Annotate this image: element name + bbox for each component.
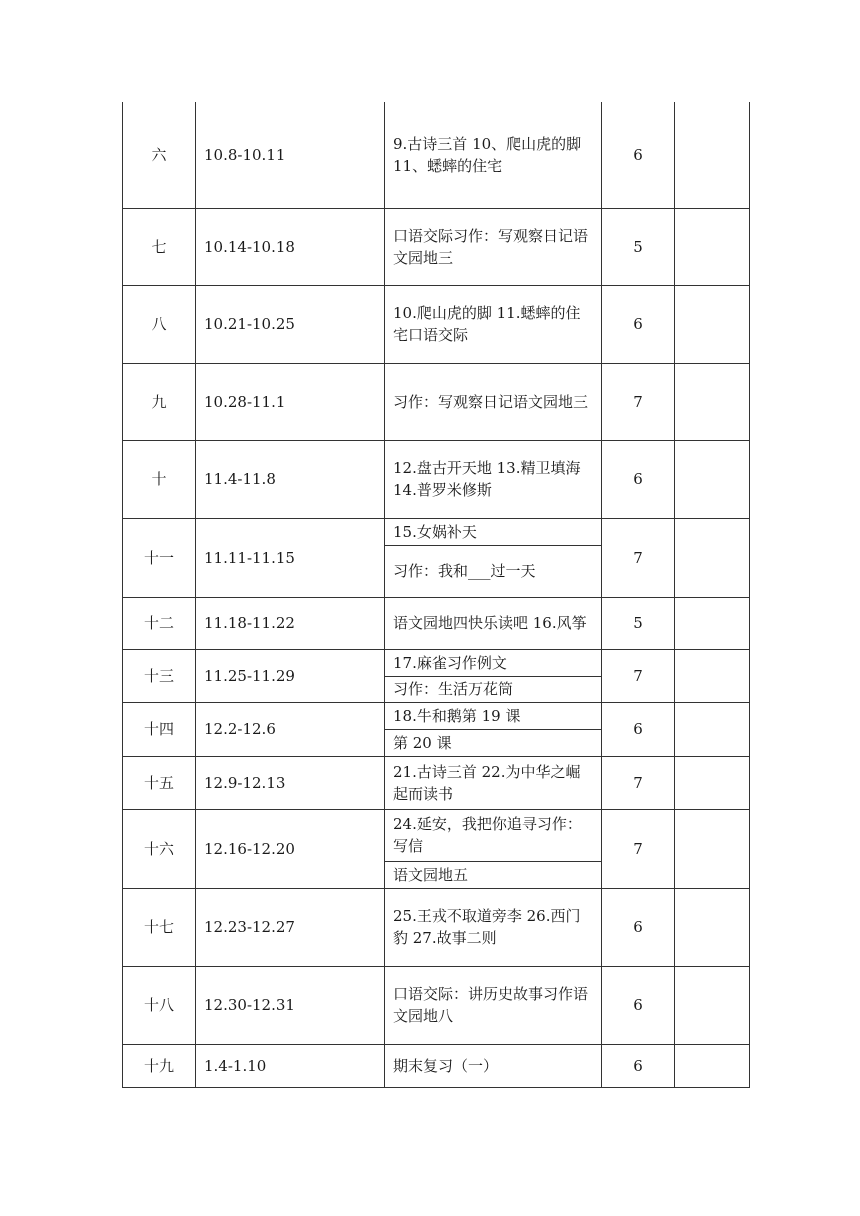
note-cell xyxy=(675,888,750,966)
date-cell: 11.25-11.29 xyxy=(196,649,385,702)
hours-cell: 6 xyxy=(602,440,675,518)
note-cell xyxy=(675,649,750,702)
date-cell: 12.23-12.27 xyxy=(196,888,385,966)
note-cell xyxy=(675,440,750,518)
content-cell: 语文园地五 xyxy=(385,861,602,888)
content-cell: 习作：我和___过一天 xyxy=(385,545,602,597)
date-cell: 12.30-12.31 xyxy=(196,966,385,1044)
week-cell: 十三 xyxy=(123,649,196,702)
note-cell xyxy=(675,809,750,888)
table-row xyxy=(123,1044,750,1087)
content-cell: 口语交际习作：写观察日记语文园地三 xyxy=(385,208,602,285)
hours-cell: 6 xyxy=(602,702,675,756)
table-row xyxy=(123,597,750,649)
table-row xyxy=(123,440,750,518)
content-cell: 10.爬山虎的脚 11.蟋蟀的住宅口语交际 xyxy=(385,285,602,363)
week-cell: 八 xyxy=(123,285,196,363)
table-row xyxy=(123,363,750,440)
note-cell xyxy=(675,518,750,597)
content-cell: 习作：生活万花筒 xyxy=(385,676,602,702)
note-cell xyxy=(675,1044,750,1087)
hours-cell: 7 xyxy=(602,649,675,702)
content-cell: 语文园地四快乐读吧 16.风筝 xyxy=(385,597,602,649)
content-cell: 期末复习（一） xyxy=(385,1044,602,1087)
date-cell: 11.11-11.15 xyxy=(196,518,385,597)
week-cell: 十九 xyxy=(123,1044,196,1087)
week-cell: 十一 xyxy=(123,518,196,597)
week-cell: 十七 xyxy=(123,888,196,966)
schedule-table xyxy=(122,102,750,1088)
week-cell: 十 xyxy=(123,440,196,518)
table-row xyxy=(123,102,750,208)
date-cell: 11.4-11.8 xyxy=(196,440,385,518)
date-cell: 1.4-1.10 xyxy=(196,1044,385,1087)
note-cell xyxy=(675,363,750,440)
week-cell: 十二 xyxy=(123,597,196,649)
hours-cell: 6 xyxy=(602,966,675,1044)
hours-cell: 6 xyxy=(602,1044,675,1087)
table-row xyxy=(123,756,750,809)
week-cell: 十五 xyxy=(123,756,196,809)
content-cell: 15.女娲补天 xyxy=(385,518,602,545)
table-row xyxy=(123,888,750,966)
hours-cell: 5 xyxy=(602,597,675,649)
date-cell: 12.16-12.20 xyxy=(196,809,385,888)
table-row xyxy=(123,208,750,285)
table-row xyxy=(123,518,750,545)
table-row xyxy=(123,966,750,1044)
date-cell: 12.9-12.13 xyxy=(196,756,385,809)
table-row xyxy=(123,702,750,729)
table-row xyxy=(123,809,750,861)
week-cell: 九 xyxy=(123,363,196,440)
hours-cell: 5 xyxy=(602,208,675,285)
hours-cell: 6 xyxy=(602,102,675,208)
note-cell xyxy=(675,102,750,208)
note-cell xyxy=(675,208,750,285)
content-cell: 18.牛和鹅第 19 课 xyxy=(385,702,602,729)
hours-cell: 7 xyxy=(602,756,675,809)
week-cell: 十四 xyxy=(123,702,196,756)
content-cell: 24.延安，我把你追寻习作：写信 xyxy=(385,809,602,861)
hours-cell: 7 xyxy=(602,809,675,888)
hours-cell: 7 xyxy=(602,518,675,597)
content-cell: 口语交际：讲历史故事习作语文园地八 xyxy=(385,966,602,1044)
date-cell: 10.8-10.11 xyxy=(196,102,385,208)
content-cell: 习作：写观察日记语文园地三 xyxy=(385,363,602,440)
table-row xyxy=(123,285,750,363)
week-cell: 六 xyxy=(123,102,196,208)
note-cell xyxy=(675,597,750,649)
note-cell xyxy=(675,285,750,363)
date-cell: 10.21-10.25 xyxy=(196,285,385,363)
content-cell: 第 20 课 xyxy=(385,729,602,756)
hours-cell: 7 xyxy=(602,363,675,440)
content-cell: 9.古诗三首 10、爬山虎的脚 11、蟋蟀的住宅 xyxy=(385,102,602,208)
date-cell: 10.28-11.1 xyxy=(196,363,385,440)
date-cell: 11.18-11.22 xyxy=(196,597,385,649)
content-cell: 17.麻雀习作例文 xyxy=(385,649,602,676)
week-cell: 七 xyxy=(123,208,196,285)
table-row xyxy=(123,649,750,676)
hours-cell: 6 xyxy=(602,888,675,966)
week-cell: 十六 xyxy=(123,809,196,888)
note-cell xyxy=(675,966,750,1044)
hours-cell: 6 xyxy=(602,285,675,363)
note-cell xyxy=(675,756,750,809)
content-cell: 21.古诗三首 22.为中华之崛起而读书 xyxy=(385,756,602,809)
content-cell: 25.王戎不取道旁李 26.西门豹 27.故事二则 xyxy=(385,888,602,966)
date-cell: 10.14-10.18 xyxy=(196,208,385,285)
date-cell: 12.2-12.6 xyxy=(196,702,385,756)
note-cell xyxy=(675,702,750,756)
schedule-body xyxy=(123,102,750,1087)
content-cell: 12.盘古开天地 13.精卫填海 14.普罗米修斯 xyxy=(385,440,602,518)
week-cell: 十八 xyxy=(123,966,196,1044)
